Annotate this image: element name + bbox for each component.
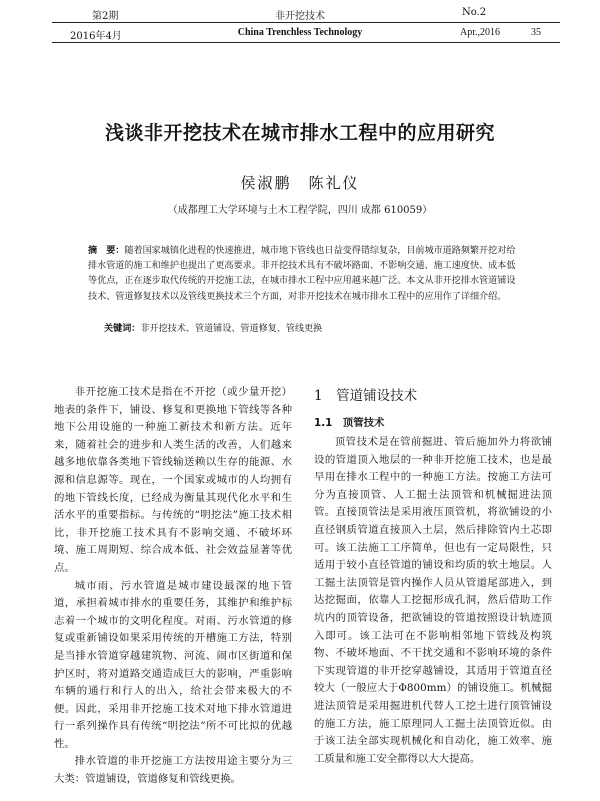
header-rule-bottom — [52, 42, 560, 43]
article-title: 浅谈非开挖技术在城市排水工程中的应用研究 — [104, 122, 495, 144]
header-issue: 第2期 — [92, 11, 119, 22]
header-date: 2016年4月 — [70, 31, 122, 42]
subsection-heading: 1.1 顶管技术 — [314, 417, 385, 429]
header-journal-cn: 非开挖技术 — [275, 11, 325, 22]
body-paragraph: 排水管道的非开挖施工方法按用途主要分为三大类：管道铺设，管道修复和管线更换。 — [54, 755, 292, 786]
header-number: No.2 — [462, 7, 487, 18]
abstract — [88, 244, 516, 305]
header-rule-top — [52, 22, 560, 23]
left-column — [54, 384, 292, 789]
keywords — [104, 322, 322, 337]
page-number: 35 — [531, 27, 541, 38]
header-journal-en: China Trenchless Technology — [237, 27, 363, 38]
body-paragraph: 非开挖施工技术是指在不开挖（或少量开挖）地表的条件下，铺设、修复和更换地下管线等各种地下公用设施的一种施工新技术和新方法。近年来，随着社会的进步和人类生活的改善，人们越来越多地依靠各类地下管线输送赖以生存的能源、水源和信息源等。现在，一个国家或城市的人均拥有的地下管线长度，已经成为衡量其现代化水平和生活水平的重要指标。与传统的“明挖法”施工技术相比，非开挖施工技术具有不影响交通、不破坏环境、施工周期短、综合成本低、社会效益显著等优点。 — [54, 386, 292, 574]
header-date-en: Apr.,2016 — [460, 27, 500, 38]
abstract-label: 摘 要： — [88, 246, 125, 256]
author-affiliation: （成都理工大学环境与土木工程学院，四川 成都 610059） — [167, 205, 433, 216]
keywords-label: 关键词： — [104, 324, 141, 334]
body-paragraph: 城市雨、污水管道是城市建设最深的地下管道，承担着城市排水的重要任务，其维护和维护标志着一个城市的文明化程度。对雨、污水管道的修复或重新铺设如果采用传统的开槽施工方法，特别是当排水管道穿越建筑物、河流、闹市区街道和保护区时，将对道路交通造成巨大的影响，严重影响车辆的通行和行人的出入，给社会带来极大的不便。因此，采用非开挖施工技术对地下排水管道进行一系列操作具有传统“明挖法”所不可比拟的优越性。 — [54, 579, 292, 750]
keywords-text: 非开挖技术、管道铺设、管道修复、管线更换 — [140, 324, 323, 334]
article-authors: 侯淑鹏 陈礼仪 — [240, 174, 360, 192]
right-column — [314, 386, 552, 768]
section-heading: 1 管道铺设技术 — [314, 388, 418, 404]
body-paragraph: 顶管技术是在管前掘进、管后施加外力将欲铺设的管道顶入地层的一种非开挖施工技术，也是最早用在排水工程中的一种施工方法。按施工方法可分为直接顶管、人工掘土法顶管和机械掘进法顶管。直接顶管法是采用液压顶管机，将欲铺设的小直径钢质管道直接顶入土层，然后排除管内土芯即可。该工法施工工序简单，但也有一定局限性，只适用于较小直径管道的铺设和均质的软土地层。人工掘土法顶管是管内操作人员从管道尾部进入，到达挖掘面，依靠人工挖掘形成孔洞，然后借助工作坑内的顶管设备，把欲铺设的管道按照设计轨迹顶入即可。该工法可在不影响相邻地下管线及构筑物、不破坏地面、不干扰交通和不影响环境的条件下实现管道的非开挖穿越铺设，其适用于管道直径较大（一般应大于Φ800mm）的铺设施工。机械掘进法顶管是采用掘进机代替人工挖土进行顶管铺设的施工方法，施工原理同人工掘土法顶管近似。由于该工法全部实现机械化和自动化，施工效率、施工质量和施工安全都得以大大提高。 — [314, 436, 552, 765]
abstract-text: 随着国家城镇化进程的快速推进，城市地下管线也日益变得错综复杂，目前城市道路频繁开挖对给排水管道的施工和维护也提出了更高要求。非开挖技术具有不破坏路面、不影响交通、施工速度快、成本低等优点，正在逐步取代传统的开挖施工法，在城市排水工程中应用越来越广泛。本文从非开挖排水管道铺设技术、管道修复技术以及管线更换技术三个方面，对非开挖技术在城市排水工程中的应用作了详细介绍。 — [88, 246, 516, 302]
